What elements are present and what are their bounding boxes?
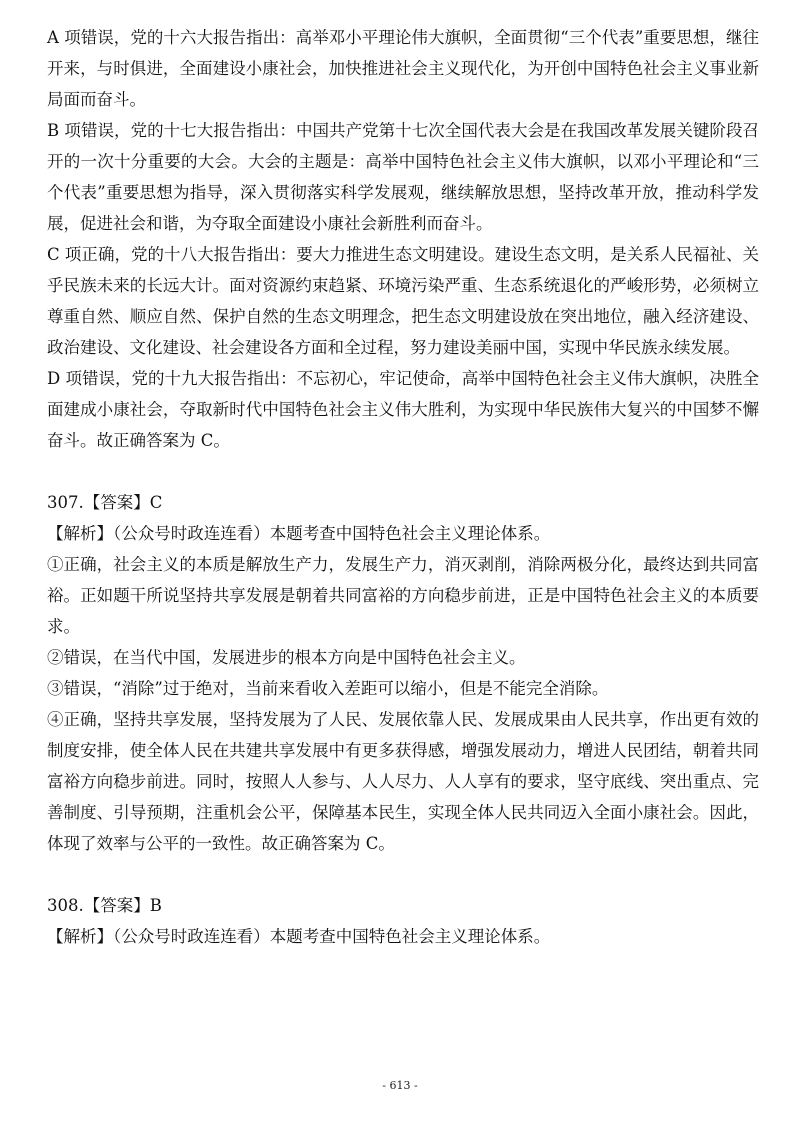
question-308-analysis: 【解析】（公众号时政连连看）本题考查中国特色社会主义理论体系。 (47, 927, 551, 946)
question-307-analysis: 【解析】（公众号时政连连看）本题考查中国特色社会主义理论体系。 (47, 524, 551, 543)
option-a-explanation: A 项错误，党的十六大报告指出：高举邓小平理论伟大旗帜，全面贯彻“三个代表”重要思想，继往开来，与时俱进，全面建设小康社会，加快推进社会主义现代化，为开创中国特色社会主义事业新局面而奋斗。 (47, 28, 759, 109)
spacer (47, 456, 759, 487)
question-307-point-3: ③错误，“消除”过于绝对，当前来看收入差距可以缩小，但是不能完全消除。 (47, 679, 609, 698)
option-c-explanation: C 项正确，党的十八大报告指出：要大力推进生态文明建设。建设生态文明，是关系人民福祉、关乎民族未来的长远大计。面对资源约束趋紧、环境污染严重、生态系统退化的严峻形势，必须树立尊重自然、顺应自然、保护自然的生态文明理念，把生态文明建设放在突出地位，融入经济建设、政治建设、文化建设、社会建设各方面和全过程，努力建设美丽中国，实现中华民族永续发展。 (47, 245, 759, 357)
spacer (47, 859, 759, 890)
question-307-point-2: ②错误，在当代中国，发展进步的根本方向是中国特色社会主义。 (47, 648, 526, 667)
question-307-point-1: ①正确，社会主义的本质是解放生产力，发展生产力，消灭剥削，消除两极分化，最终达到共同富裕。正如题干所说坚持共享发展是朝着共同富裕的方向稳步前进，正是中国特色社会主义的本质要求。 (47, 555, 759, 636)
option-b-explanation: B 项错误，党的十七大报告指出：中国共产党第十七次全国代表大会是在我国改革发展关键阶段召开的一次十分重要的大会。大会的主题是：高举中国特色社会主义伟大旗帜，以邓小平理论和“三个代表”重要思想为指导，深入贯彻落实科学发展观，继续解放思想，坚持改革开放，推动科学发展，促进社会和谐，为夺取全面建设小康社会新胜利而奋斗。 (47, 121, 759, 233)
page-number: - 613 - (382, 1079, 418, 1092)
option-d-explanation: D 项错误，党的十九大报告指出：不忘初心，牢记使命，高举中国特色社会主义伟大旗帜，决胜全面建成小康社会，夺取新时代中国特色社会主义伟大胜利，为实现中华民族伟大复兴的中国梦不懈奋斗。故正确答案为 C。 (47, 369, 759, 450)
question-308-answer: 308.【答案】B (47, 896, 162, 915)
question-307-point-4: ④正确，坚持共享发展，坚持发展为了人民、发展依靠人民、发展成果由人民共享，作出更有效的制度安排，使全体人民在共建共享发展中有更多获得感，增强发展动力，增进人民团结，朝着共同富裕方向稳步前进。同时，按照人人参与、人人尽力、人人享有的要求，坚守底线、突出重点、完善制度、引导预期，注重机会公平，保障基本民生，实现全体人民共同迈入全面小康社会。因此，体现了效率与公平的一致性。故正确答案为 C。 (47, 710, 759, 853)
question-307-answer: 307.【答案】C (47, 493, 163, 512)
document-page (47, 22, 759, 952)
